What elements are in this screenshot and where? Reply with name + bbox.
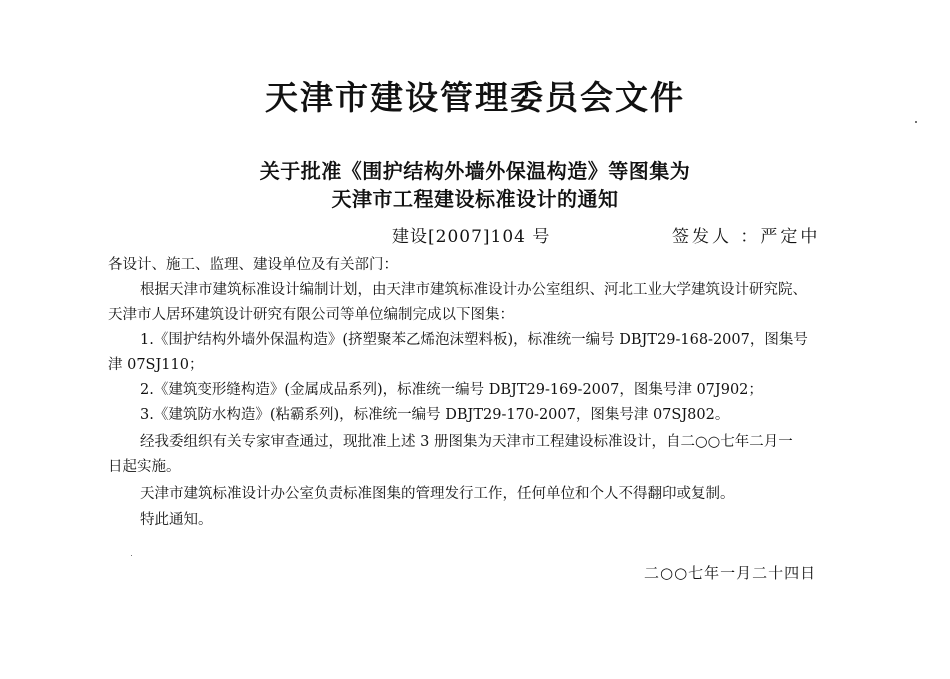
intro-paragraph-line-1: 根据天津市建筑标准设计编制计划，由天津市建筑标准设计办公室组织、河北工业大学建筑设计研究院、 — [140, 282, 807, 298]
atlas-item-3: 3.《建筑防水构造》(粘霸系列)，标准统一编号 DBJT29-170-2007，图集号津 07SJ802。 — [140, 407, 730, 423]
intro-paragraph-line-2: 天津市人居环建筑设计研究有限公司等单位编制完成以下图集： — [108, 307, 514, 323]
approval-paragraph-line-1: 经我委组织有关专家审查通过，现批准上述 3 册图集为天津市工程建设标准设计，自二○○七年二月一 — [140, 434, 793, 450]
scan-speck — [915, 121, 917, 123]
signer: 签发人 ：严定中 — [672, 227, 821, 247]
notice-title-line-2: 天津市工程建设标准设计的通知 — [331, 187, 619, 211]
scan-speck — [131, 555, 132, 556]
closing-line: 特此通知。 — [140, 512, 213, 528]
atlas-item-1-line-1: 1.《围护结构外墙外保温构造》(挤塑聚苯乙烯泡沫塑料板)，标准统一编号 DBJT29-168-2007，图集号 — [140, 332, 808, 348]
notice-title-line-1: 关于批准《围护结构外墙外保温构造》等图集为 — [259, 159, 691, 183]
addressee-line: 各设计、施工、监理、建设单位及有关部门： — [108, 257, 398, 273]
office-note-paragraph: 天津市建筑标准设计办公室负责标准图集的管理发行工作，任何单位和个人不得翻印或复制。 — [140, 486, 735, 502]
atlas-item-2: 2.《建筑变形缝构造》(金属成品系列)，标准统一编号 DBJT29-169-2007，图集号津 07J902； — [140, 382, 763, 398]
issue-date: 二○○七年一月二十四日 — [644, 564, 817, 582]
document-number: 建设[2007]104 号 — [392, 227, 551, 247]
atlas-item-1-line-2: 津 07SJ110； — [108, 357, 204, 373]
approval-paragraph-line-2: 日起实施。 — [108, 459, 181, 475]
issuer-header: 天津市建设管理委员会文件 — [265, 78, 685, 117]
